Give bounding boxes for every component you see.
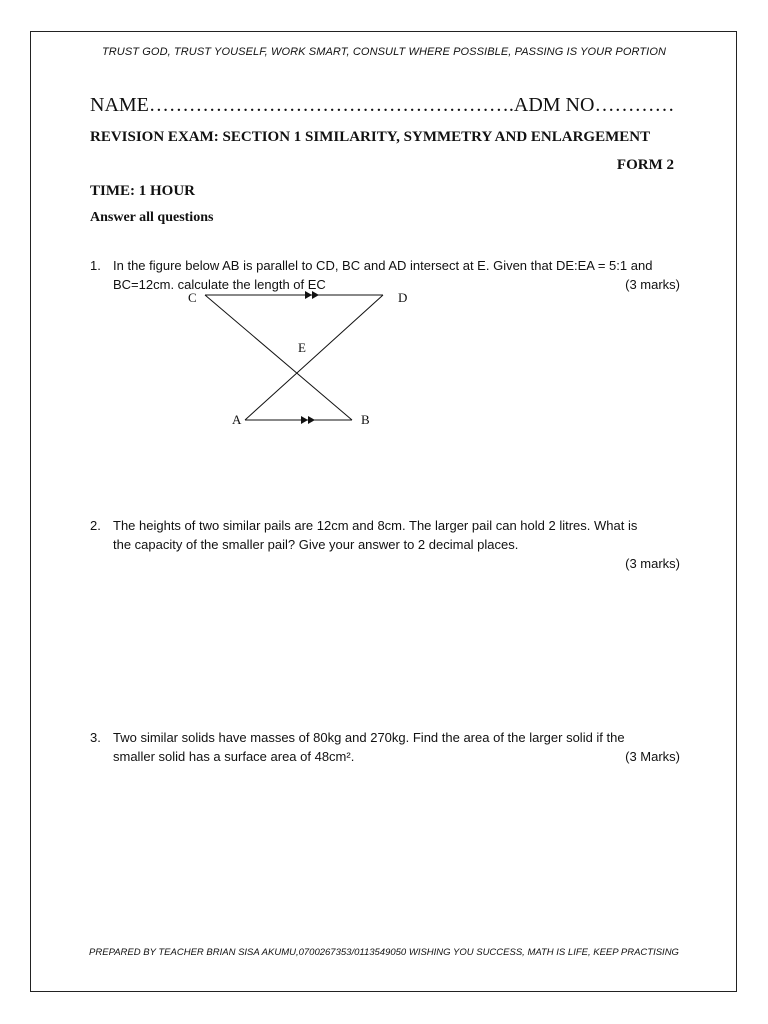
name-field[interactable]: ………………………………………………. — [148, 94, 514, 116]
header-motto: TRUST GOD, TRUST YOUSELF, WORK SMART, CONSULT WHERE POSSIBLE, PASSING IS YOUR PORTION — [101, 46, 667, 58]
name-adm-line — [90, 94, 680, 117]
question-text-line: In the figure below AB is parallel to CD, BC and AD intersect at E. Given that DE:EA = 5:1 and — [113, 258, 653, 273]
adm-no-label: ADM NO — [513, 94, 595, 116]
question-text-line: Two similar solids have masses of 80kg and 270kg. Find the area of the larger solid if the — [113, 730, 625, 745]
label-c: C — [188, 290, 197, 305]
question-marks: (3 marks) — [625, 556, 680, 571]
footer-credit: PREPARED BY TEACHER BRIAN SISA AKUMU,0700267353/0113549050 WISHING YOU SUCCESS, MATH IS LIFE, KEEP PRACTISING — [89, 947, 679, 958]
page-border — [30, 31, 737, 992]
question-marks: (3 marks) — [625, 277, 680, 292]
parallel-lines-figure — [180, 285, 420, 435]
label-b: B — [361, 412, 370, 427]
question-number: 3. — [90, 730, 101, 745]
exam-instructions: Answer all questions — [90, 210, 214, 225]
question-text-line: BC=12cm. calculate the length of EC — [113, 277, 326, 292]
exam-form: FORM 2 — [616, 157, 674, 173]
label-a: A — [232, 412, 242, 427]
parallel-arrow-ab — [301, 416, 315, 424]
question-text-line: smaller solid has a surface area of 48cm². — [113, 749, 355, 764]
parallel-arrow-cd — [305, 291, 319, 299]
adm-no-field[interactable]: ………… — [594, 94, 675, 116]
line-da — [245, 295, 383, 420]
question-text-line: The heights of two similar pails are 12cm and 8cm. The larger pail can hold 2 litres. What is — [113, 518, 638, 533]
exam-time: TIME: 1 HOUR — [90, 183, 195, 199]
question-text-line: the capacity of the smaller pail? Give your answer to 2 decimal places. — [113, 537, 519, 552]
question-number: 1. — [90, 258, 101, 273]
label-d: D — [398, 290, 408, 305]
exam-title: REVISION EXAM: SECTION 1 SIMILARITY, SYMMETRY AND ENLARGEMENT — [90, 129, 651, 145]
label-e: E — [298, 340, 306, 355]
question-marks: (3 Marks) — [625, 749, 680, 764]
line-cb — [205, 295, 352, 420]
name-label: NAME — [90, 94, 149, 116]
question-number: 2. — [90, 518, 101, 533]
